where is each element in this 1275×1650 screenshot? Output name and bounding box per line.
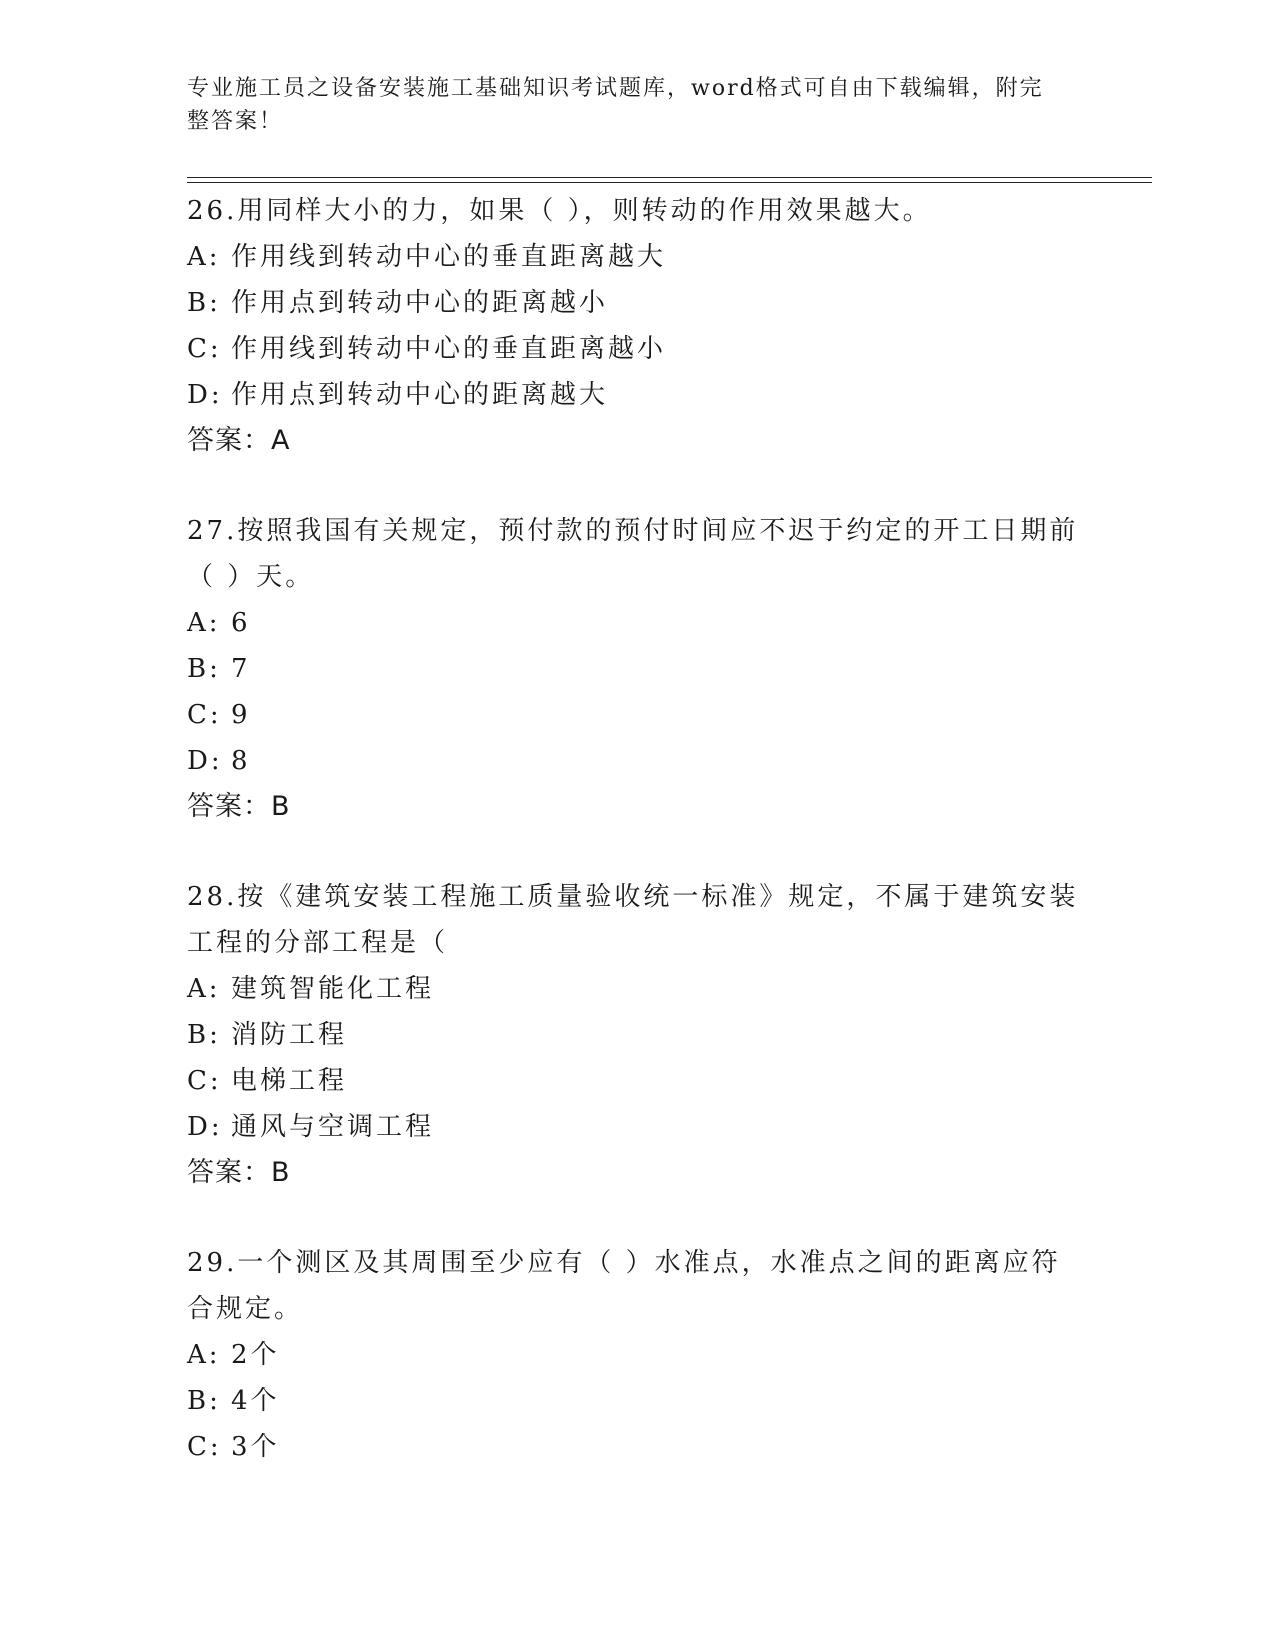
option-text: 作用线到转动中心的垂直距离越小 [231,334,667,364]
option-c [187,1058,1087,1104]
option-text: 通风与空调工程 [231,1112,435,1142]
question-26 [187,188,1087,464]
option-b [187,1378,1087,1424]
option-text: 电梯工程 [231,1066,348,1096]
option-letter: C: [187,1432,222,1462]
option-d [187,372,1087,418]
option-text: 4个 [231,1386,280,1416]
option-text: 7 [231,654,251,684]
option-text: 作用点到转动中心的距离越大 [231,380,609,410]
option-letter: B: [187,1386,221,1416]
option-text: 8 [231,746,251,776]
option-letter: A: [187,242,221,272]
option-a [187,966,1087,1012]
question-27 [187,508,1087,830]
option-text: 3个 [231,1432,280,1462]
question-28 [187,874,1087,1196]
option-letter: A: [187,1340,221,1370]
question-stem: 28.按《建筑安装工程施工质量验收统一标准》规定，不属于建筑安装工程的分部工程是（ [187,882,1079,958]
option-a [187,1332,1087,1378]
option-text: 作用线到转动中心的垂直距离越大 [231,242,667,272]
answer-label: 答案： [187,1157,271,1188]
option-c [187,326,1087,372]
option-b [187,646,1087,692]
option-letter: B: [187,654,221,684]
option-letter: C: [187,334,222,364]
question-stem: 26.用同样大小的力，如果（ ），则转动的作用效果越大。 [187,196,932,226]
answer-line [187,418,1087,464]
option-a [187,600,1087,646]
option-d [187,1104,1087,1150]
option-text: 9 [231,700,251,730]
answer-line [187,784,1087,830]
question-29 [187,1240,1087,1470]
answer-value: A [271,425,291,456]
question-list [187,188,1087,1514]
option-c [187,1424,1087,1470]
document-header: 专业施工员之设备安装施工基础知识考试题库，word格式可自由下载编辑，附完整答案！ [187,76,1044,134]
answer-value: B [271,791,291,822]
answer-label: 答案： [187,425,271,456]
option-letter: C: [187,1066,222,1096]
answer-value: B [271,1157,291,1188]
option-d [187,738,1087,784]
option-b [187,1012,1087,1058]
option-letter: D: [187,380,223,410]
option-letter: A: [187,608,221,638]
header-divider-bottom [187,182,1152,183]
option-c [187,692,1087,738]
header-divider-top [187,177,1152,178]
question-stem: 29.一个测区及其周围至少应有（ ）水准点，水准点之间的距离应符合规定。 [187,1248,1061,1324]
option-letter: D: [187,746,223,776]
option-text: 2个 [231,1340,280,1370]
option-letter: B: [187,1020,221,1050]
option-letter: B: [187,288,221,318]
option-letter: A: [187,974,221,1004]
option-letter: D: [187,1112,223,1142]
option-b [187,280,1087,326]
option-letter: C: [187,700,222,730]
option-text: 建筑智能化工程 [231,974,435,1004]
option-text: 6 [231,608,251,638]
answer-line [187,1150,1087,1196]
option-text: 消防工程 [231,1020,348,1050]
option-a [187,234,1087,280]
option-text: 作用点到转动中心的距离越小 [231,288,609,318]
answer-label: 答案： [187,791,271,822]
question-stem: 27.按照我国有关规定，预付款的预付时间应不迟于约定的开工日期前（ ）天。 [187,516,1079,592]
